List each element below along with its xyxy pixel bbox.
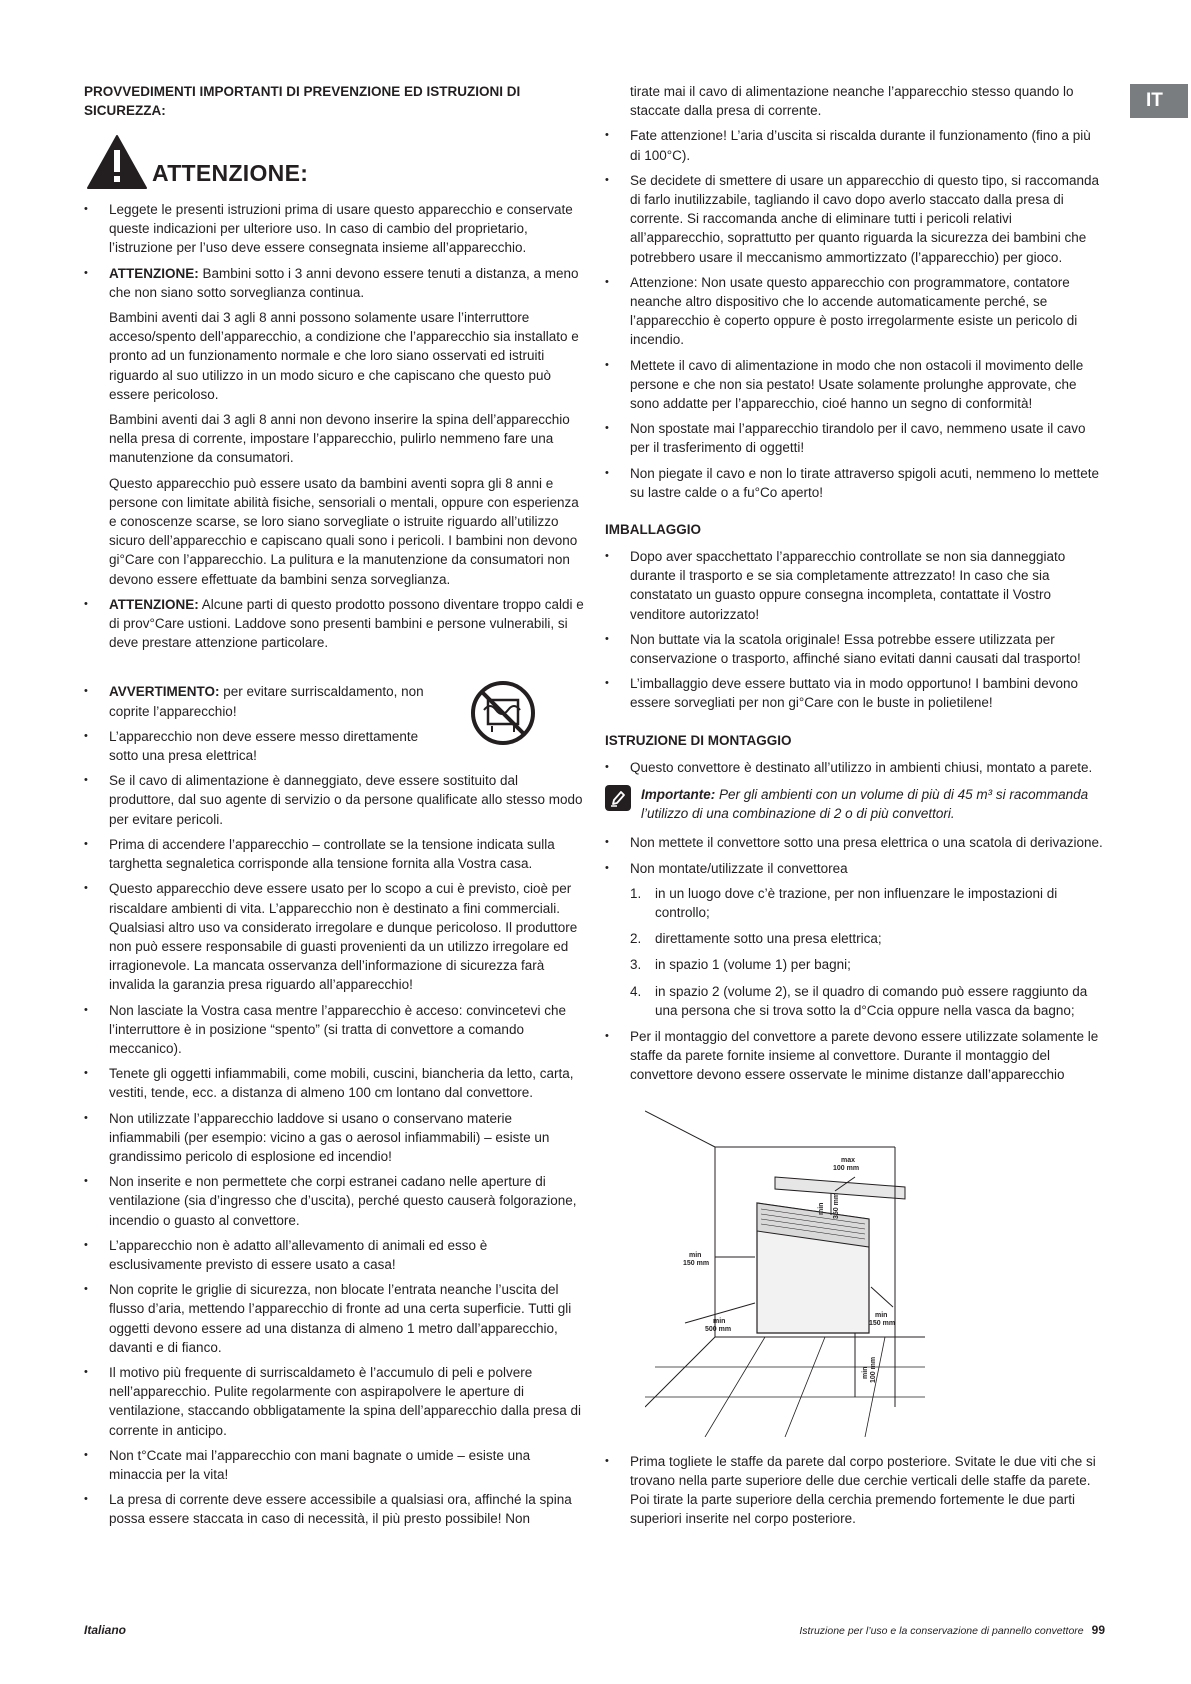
- list-item: • Il motivo più frequente di surriscaldameto è l’accumulo di peli e polvere nell’apparecchio. Pulite regolarmente con aspirapolvere le aperture di ventilazione, staccando obbligatamente la spina dell’apparecchio dalla presa di corrente in anticipo.: [84, 1363, 584, 1440]
- front-value: 500 mm: [705, 1325, 732, 1333]
- bottom-value: 100 mm: [870, 1356, 877, 1383]
- item-number: 4.: [630, 983, 642, 999]
- item-text: in un luogo dove c’è trazione, per non influenzare le impostazioni di controllo;: [655, 885, 1058, 920]
- list-item: • Non spostate mai l’apparecchio tirandolo per il cavo, nemmeno usate il cavo per il trasferimento di oggetti!: [605, 419, 1105, 457]
- item-text: in spazio 1 (volume 1) per bagni;: [655, 957, 851, 973]
- assembly-heading: ISTRUZIONE DI MONTAGGIO: [605, 732, 792, 748]
- numbered-item: [630, 982, 1105, 1020]
- item-text: Alcune parti di questo prodotto possono diventare troppo caldi e di prov°Care ustioni. Laddove sono presenti bambini e persone vulnerabili, si deve prestare attenzione particolare.: [109, 596, 584, 651]
- list-item: • Leggete le presenti istruzioni prima di usare questo apparecchio e conservate queste indicazioni per ulteriore uso. In caso di cambio del proprietario, l’istruzione per l’uso deve essere consegnata insieme all’apparecchio.: [84, 200, 584, 258]
- do-not-cover-icon: [470, 680, 536, 746]
- item-number: 1.: [630, 885, 642, 901]
- warning-title: ATTENZIONE:: [152, 160, 309, 186]
- list-item: • Tenete gli oggetti infiammabili, come mobili, cuscini, biancheria da letto, carta, vestiti, tende, ecc. a distanza di almeno 100 cm lontano dal convettore.: [84, 1064, 584, 1102]
- footer-doc-title: Istruzione per l’uso e la conservazione di pannello convettore: [799, 1625, 1084, 1637]
- list-item: • Non coprite le griglie di sicurezza, non blocate l’entrata neanche l’uscita del flusso d’aria, mettendo l’apparecchio di fronte ad una certa superficie. Tutti gli oggetti devono essere ad una distanza di almeno 1 metro dall’apparecchio, davanti e di fianco.: [84, 1280, 584, 1357]
- list-item: • Per il montaggio del convettore a parete devono essere utilizzate solamente le staffe da parete fornite insieme al convettore. Durante il montaggio del convettore devono essere osservate le minime distanze dall’apparecchio: [605, 1027, 1105, 1085]
- wall-edge: [645, 1111, 715, 1147]
- list-item: • L’apparecchio non deve essere messo direttamente sotto una presa elettrica!: [84, 727, 439, 765]
- right-label: min: [875, 1311, 888, 1319]
- item-number: 3.: [630, 957, 642, 973]
- list-item: [84, 264, 584, 302]
- list-item: • Dopo aver spacchettato l’apparecchio controllate se non sia danneggiato durante il trasporto e se sia completamente attrezzato! In caso che sia constatato un guasto oppure consegna incompleta, contattate il Vostro venditore autorizzato!: [605, 547, 1105, 624]
- overheat-warning-block: [84, 682, 584, 765]
- footer-doc-info: [799, 1623, 1105, 1637]
- language-tab: IT: [1130, 84, 1188, 118]
- list-item: • Non mettete il convettore sotto una presa elettrica o una scatola di derivazione.: [605, 833, 1105, 852]
- list-item: • Prima togliete le staffe da parete dal corpo posteriore. Svitate le due viti che si trovano nella parte superiore delle due cerchie verticali delle staffe da parete. Poi tirate la parte superiore della cerchia premendo fortemente le due parti superiori inserite nel corpo posteriore.: [605, 1452, 1105, 1529]
- list-item: • Non utilizzate l’apparecchio laddove si usano o conservano materie infiammabili (per esempio: vicino a gas o aerosol infiammabili) – esiste un grandissimo pericolo di esplosione ed incendio!: [84, 1109, 584, 1167]
- list-item: • Non piegate il cavo e non lo tirate attraverso spigoli acuti, nemmeno lo mettete su lastre calde o a fu°Co aperto!: [605, 464, 1105, 502]
- important-note: [605, 785, 1105, 823]
- list-item: • Se il cavo di alimentazione è danneggiato, deve essere sostituito dal produttore, dal suo agente di servizio o da persone qualificate allo stesso modo per evitare pericoli.: [84, 771, 584, 829]
- item-text: Bambini sotto i 3 anni devono essere tenuti a distanza, a meno che non siano sotto sorveglianza continua.: [109, 265, 579, 300]
- list-item: • Mettete il cavo di alimentazione in modo che non ostacoli il movimento delle persone e che non sia pestato! Usate solamente prolunghe approvate, che sono addatte per l’apparecchio, cioé hanno un segno di conformità!: [605, 356, 1105, 414]
- list-item: • Questo convettore è destinato all’utilizzo in ambienti chiusi, montato a parete.: [605, 758, 1105, 777]
- list-item: • Fate attenzione! L’aria d’uscita si riscalda durante il funzionamento (fino a più di 100°C).: [605, 126, 1105, 164]
- list-item: • La presa di corrente deve essere accessibile a qualsiasi ora, affinché la spina possa essere staccata in caso di necessità, il più presto possibile! Non: [84, 1490, 584, 1528]
- paragraph: Questo apparecchio può essere usato da bambini aventi sopra gli 8 anni e persone con limitate abilità fisiche, sensoriali o mentali, oppure con esperienza e conoscenze scarse, se loro siano sorvegliate o istruite riguardo all’utilizzo sicuro dell’apparecchio e capiscano quali sono i pericoli. I bambini non devono gi°Care con l’apparecchio. La pulitura e la manutenzione da consumatori non devono essere effettuate da bambini senza sorveglianza.: [109, 475, 579, 587]
- max-value: 100 mm: [833, 1164, 860, 1172]
- left-label: min: [689, 1251, 702, 1259]
- list-item: • L’imballaggio deve essere buttato via in modo opportuno! I bambini devono essere sorvegliati per non gi°Care con le buste in polietilene!: [605, 674, 1105, 712]
- list-item: • Questo apparecchio deve essere usato per lo scopo a cui è previsto, cioè per riscaldare ambienti di vita. L’apparecchio non è destinato a fini commerciali. Qualsiasi altro uso va considerato irregolare e dunque pericoloso. Il produttore non può essere responsabile di guasti provenienti da un utilizzo irregolare ed irragionevole. La mancata osservanza dell’informazione di sicurezza farà invalida la garanzia presa riguardo all’apparecchio!: [84, 879, 584, 994]
- paragraph: Bambini aventi dai 3 agli 8 anni non devono inserire la spina dell’apparecchio nella presa di corrente, impostare l’apparecchio, pulirlo nemmeno fare una manutenzione da consumatori.: [109, 412, 570, 466]
- packaging-heading: IMBALLAGGIO: [605, 522, 701, 538]
- bold-label: ATTENZIONE:: [109, 596, 199, 612]
- list-item: • Prima di accendere l’apparecchio – controllate se la tensione indicata sulla targhetta segnaletica corrisponde alla tensione fornita alla Vostra casa.: [84, 835, 584, 873]
- paragraph: Bambini aventi dai 3 agli 8 anni possono solamente usare l’interruttore acceso/spento dell’apparecchio, a condizione che l’apparecchio sia installato e pronto ad un funzionamento normale e che loro siano osservati ed istruiti riguardo al suo utilizzo in un modo sicuro e che capiscano che questo può essere pericoloso.: [109, 310, 579, 402]
- top-label: min: [818, 1202, 825, 1215]
- list-item: • Non buttate via la scatola originale! Essa potrebbe essere utilizzata per conservazione o trasporto, affinché siano evitati danni causati dal trasporto!: [605, 630, 1105, 668]
- bold-label: AVVERTIMENTO:: [109, 684, 220, 700]
- safety-heading: PROVVEDIMENTI IMPORTANTI DI PREVENZIONE ED ISTRUZIONI DI SICUREZZA:: [84, 84, 521, 118]
- list-item-continued: tirate mai il cavo di alimentazione neanche l’apparecchio stesso quando lo staccate dalla presa di corrente.: [630, 84, 1074, 119]
- warning-block: [84, 134, 584, 196]
- right-value: 150 mm: [869, 1319, 896, 1327]
- list-item: • Non t°Ccate mai l’apparecchio con mani bagnate o umide – esiste una minaccia per la vita!: [84, 1446, 584, 1484]
- note-label: Importante:: [641, 786, 716, 802]
- list-item: • Non lasciate la Vostra casa mentre l’apparecchio è acceso: convincetevi che l’interruttore è in posizione “spento” (si tratta di convettore a comando meccanico).: [84, 1001, 584, 1059]
- list-item: • L’apparecchio non è adatto all’allevamento di animali ed esso è esclusivamente previsto di essere usato a casa!: [84, 1236, 584, 1274]
- list-item: • Attenzione: Non usate questo apparecchio con programmatore, contatore neanche altro dispositivo che lo accende automaticamente perché, se l’apparecchio è coperto oppure è posto irregolarmente esiste un pericolo di incendio.: [605, 273, 1105, 350]
- list-item: • Se decidete di smettere di usare un apparecchio di questo tipo, si raccomanda di farlo inutilizzabile, tagliando il cavo dopo averlo staccato dalla presa di corrente. Si raccomanda anche di eliminare tutti i pericoli relativi all’apparecchio, soprattutto per quanto riguarda la sicurezza dei bambini che potrebbero usare il meccanismo ammortizzato (l’apparecchio) per gioco.: [605, 171, 1105, 267]
- pencil-note-icon: [605, 785, 631, 811]
- list-item: • Non inserite e non permettete che corpi estranei cadano nelle aperture di ventilazione (sia d’ingresso che d’uscita), perché questo causerà folgorazione, incendio o guasto al convettore.: [84, 1172, 584, 1230]
- left-column: [84, 82, 584, 1535]
- item-text: direttamente sotto una presa elettrica;: [655, 931, 882, 947]
- right-column: [605, 82, 1105, 1535]
- floor-tiles: [645, 1337, 925, 1437]
- bottom-label: min: [862, 1366, 869, 1379]
- floor-edge: [645, 1337, 715, 1407]
- max-label: max: [841, 1156, 856, 1164]
- list-item: • Non montate/utilizzate il convettorea: [605, 859, 1105, 878]
- numbered-item: [630, 929, 1105, 948]
- bold-label: ATTENZIONE:: [109, 265, 199, 281]
- footer-language: Italiano: [84, 1623, 127, 1637]
- item-text: per evitare surriscaldamento, non coprite l’apparecchio!: [109, 684, 424, 719]
- item-number: 2.: [630, 931, 642, 947]
- item-text: in spazio 2 (volume 2), se il quadro di comando può essere raggiunto da una persona che si trova sotto la d°Ccia oppure nella vasca da bagno;: [655, 983, 1088, 1018]
- front-label: min: [713, 1317, 726, 1325]
- numbered-item: [630, 884, 1105, 922]
- page-number: 99: [1091, 1623, 1105, 1637]
- left-value: 150 mm: [683, 1259, 710, 1267]
- mounting-distance-diagram: [645, 1107, 925, 1437]
- top-value: 350 mm: [833, 1192, 840, 1219]
- list-item: [84, 682, 439, 720]
- numbered-item: [630, 955, 1105, 974]
- warning-triangle-icon: [86, 134, 148, 190]
- note-text: Per gli ambienti con un volume di più di 45 m³ si racommanda l’utilizzo di una combinazione di 2 o di più convettori.: [641, 786, 1089, 822]
- list-item: [84, 595, 584, 653]
